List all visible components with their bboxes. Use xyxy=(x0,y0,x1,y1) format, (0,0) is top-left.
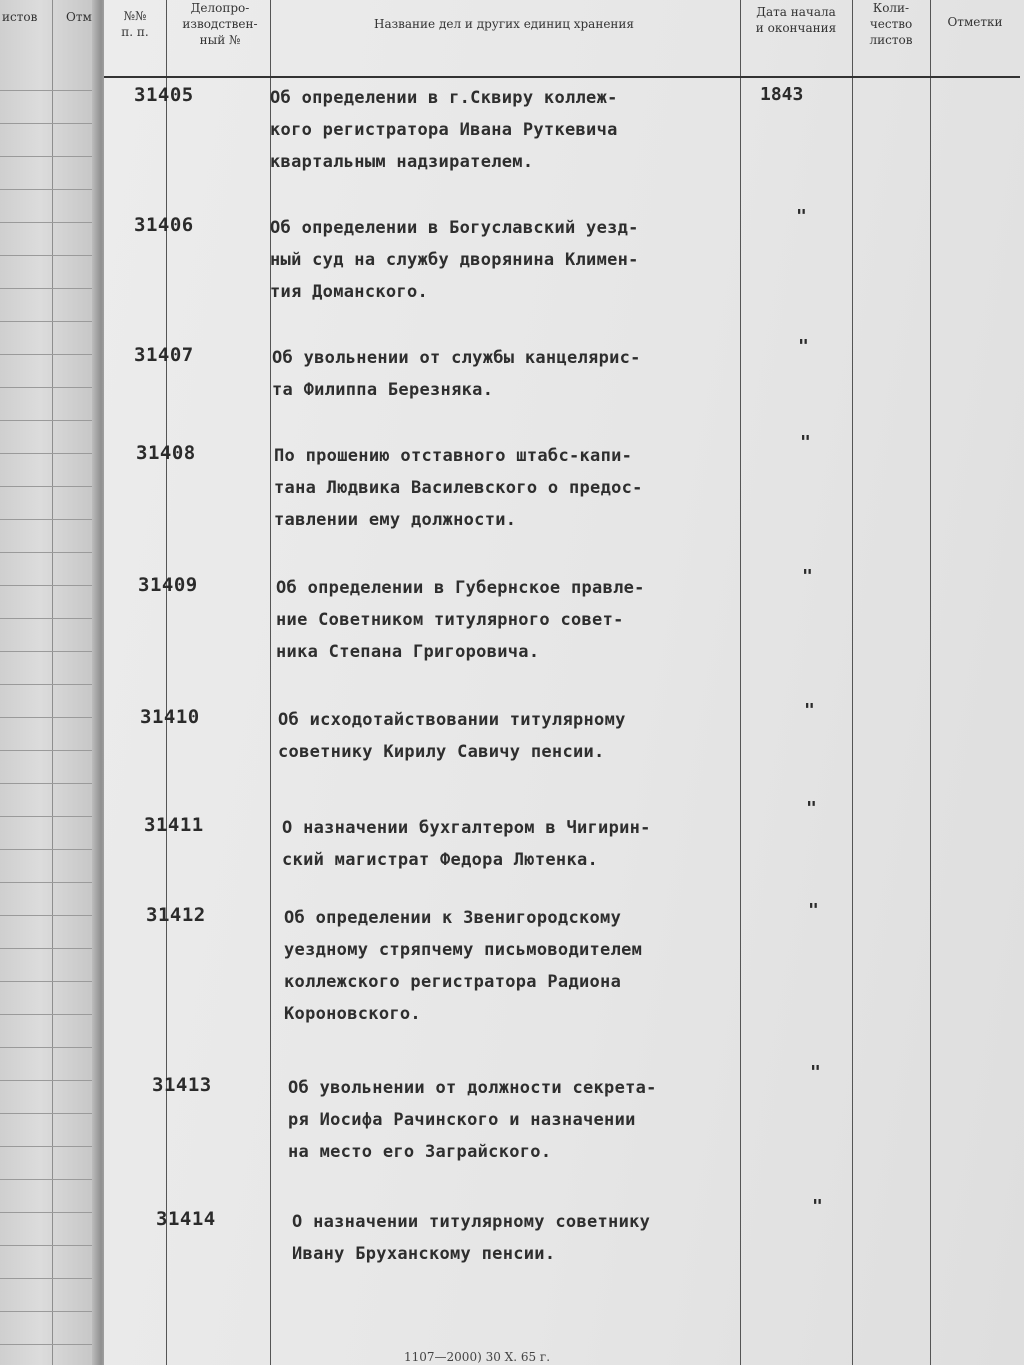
row-number: 31412 xyxy=(146,904,206,926)
row-number: 31407 xyxy=(134,344,194,366)
row-title: О назначении титулярному советнику Ивану Бруханскому пенсии. xyxy=(292,1212,651,1264)
row-number: 31410 xyxy=(140,706,200,728)
header-notes: Отметки xyxy=(947,15,1003,29)
column-divider xyxy=(270,0,271,1365)
row-number: 31414 xyxy=(156,1208,216,1230)
ruled-line xyxy=(0,222,100,223)
row-title: Об определении в Богуславский уезд- ный суд на службу дворянина Климен- тия Доманского. xyxy=(270,218,639,302)
row-date: " xyxy=(810,1062,821,1083)
ruled-line xyxy=(0,1278,100,1279)
ruled-line xyxy=(0,981,100,982)
row-title: Об определении к Звенигородскому уездному стряпчему письмоводителем коллежского регистратора Радиона Короновского. xyxy=(284,908,643,1024)
ruled-line xyxy=(0,882,100,883)
ruled-line xyxy=(0,519,100,520)
ruled-line xyxy=(0,585,100,586)
ruled-line xyxy=(0,156,100,157)
left-column-divider xyxy=(52,0,53,1365)
ruled-line xyxy=(0,90,100,91)
ruled-line xyxy=(0,1080,100,1081)
row-date: " xyxy=(798,336,809,357)
print-footer: 1107—2000) 30 X. 65 г. xyxy=(404,1350,551,1364)
row-date: " xyxy=(800,432,811,453)
row-title: Об увольнении от службы канцелярис- та Филиппа Березняка. xyxy=(272,348,641,400)
ruled-line xyxy=(0,849,100,850)
ruled-line xyxy=(0,486,100,487)
ruled-line xyxy=(0,321,100,322)
row-date: " xyxy=(808,900,819,921)
row-date: " xyxy=(804,700,815,721)
header-dates: Дата начала и окончания xyxy=(755,5,837,35)
ruled-line xyxy=(0,354,100,355)
row-title: О назначении бухгалтером в Чигирин- ский магистрат Федора Лютенка. xyxy=(282,818,651,870)
ruled-line xyxy=(0,948,100,949)
ruled-line xyxy=(0,816,100,817)
row-number: 31409 xyxy=(138,574,198,596)
ruled-line xyxy=(0,1245,100,1246)
header-number: №№ п. п. xyxy=(121,9,149,39)
ruled-line xyxy=(0,189,100,190)
ruled-line xyxy=(0,651,100,652)
header-sheet-count: Коли- чество листов xyxy=(869,1,913,47)
row-number: 31408 xyxy=(136,442,196,464)
ruled-line xyxy=(0,453,100,454)
row-number: 31413 xyxy=(152,1074,212,1096)
ruled-line xyxy=(0,1014,100,1015)
row-number: 31411 xyxy=(144,814,204,836)
header-title: Название дел и других единиц хранения xyxy=(373,17,634,31)
column-divider xyxy=(740,0,741,1365)
ruled-line xyxy=(0,618,100,619)
ruled-line xyxy=(0,255,100,256)
row-title: Об определении в г.Сквиру коллеж- кого регистратора Ивана Руткевича квартальным надзирателем. xyxy=(270,88,618,172)
column-divider xyxy=(930,0,931,1365)
left-page-edge xyxy=(0,0,100,1365)
row-title: Об исходотайствовании титулярному советнику Кирилу Савичу пенсии. xyxy=(278,710,626,762)
header-rule xyxy=(104,76,1020,78)
row-title: Об увольнении от должности секрета- ря Иосифа Рачинского и назначении на место его Заграйского. xyxy=(288,1078,657,1162)
row-title: По прошению отставного штабс-капи- тана Людвика Василевского о предос- тавлении ему должности. xyxy=(274,446,643,530)
ruled-line xyxy=(0,1113,100,1114)
ruled-line xyxy=(0,1212,100,1213)
column-divider xyxy=(852,0,853,1365)
ruled-line xyxy=(0,387,100,388)
ruled-line xyxy=(0,1179,100,1180)
ruled-line xyxy=(0,288,100,289)
left-column-label-2: Отм xyxy=(66,10,92,24)
ruled-line xyxy=(0,420,100,421)
register-page xyxy=(104,0,1024,1365)
ruled-line xyxy=(0,915,100,916)
ruled-line xyxy=(0,123,100,124)
ruled-line xyxy=(0,750,100,751)
ruled-line xyxy=(0,1311,100,1312)
row-number: 31405 xyxy=(134,84,194,106)
row-date: " xyxy=(806,798,817,819)
ruled-line xyxy=(0,717,100,718)
left-column-label: истов xyxy=(2,10,38,24)
header-case-number: Делопро- изводствен- ный № xyxy=(182,1,258,47)
row-number: 31406 xyxy=(134,214,194,236)
row-date: 1843 xyxy=(760,84,804,105)
ruled-line xyxy=(0,684,100,685)
row-date: " xyxy=(802,566,813,587)
column-divider xyxy=(166,0,167,1365)
row-date: " xyxy=(812,1196,823,1217)
ruled-line xyxy=(0,1146,100,1147)
row-date: " xyxy=(796,206,807,227)
ruled-line xyxy=(0,552,100,553)
ruled-line xyxy=(0,1047,100,1048)
ruled-line xyxy=(0,783,100,784)
ruled-line xyxy=(0,1344,100,1345)
row-title: Об определении в Губернское правле- ние Советником титулярного совет- ника Степана Григоровича. xyxy=(276,578,645,662)
